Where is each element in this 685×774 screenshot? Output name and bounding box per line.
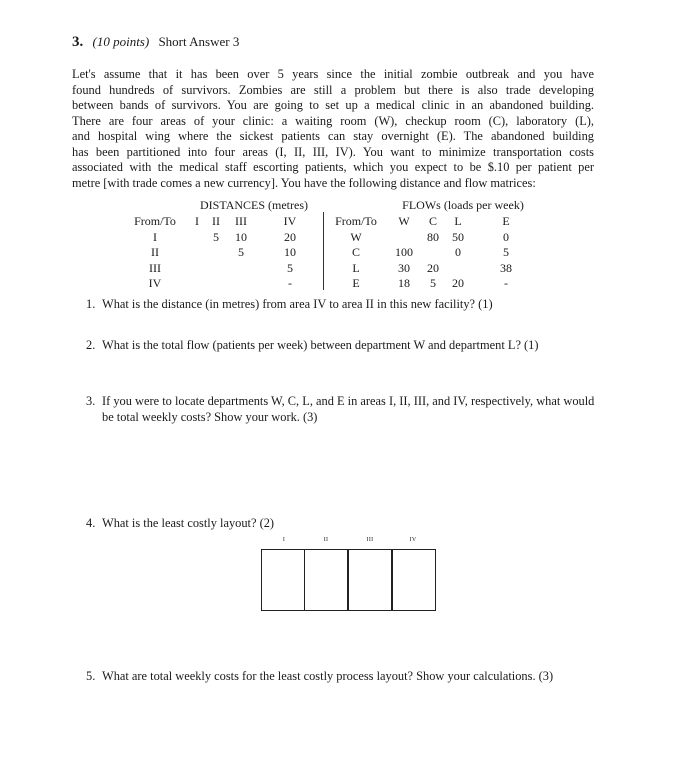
distance-corner-header: From/To [134,214,176,228]
distance-cell: 5 [287,261,293,275]
flow-row-label: L [352,261,360,275]
distance-row-label: III [149,261,161,275]
sub-question-text: What is the distance (in metres) from area IV to area II in this new facility? (1) [102,297,493,311]
sub-question-2 [86,338,596,370]
sub-question-text: If you were to locate departments W, C, L, and E in areas I, II, III, and IV, respectively, what would be total weekly costs? Show your work. (3) [102,394,595,424]
distance-matrix [0,0,685,300]
area-label: III [366,537,374,543]
distance-cell: 10 [284,245,296,259]
area-box-i [261,549,305,611]
flow-corner-header: From/To [335,214,377,228]
flow-cell: 30 [398,261,410,275]
sub-question-4 [86,516,596,532]
intro-line: found hundreds of survivors. Zombies are still a problem but there is also trade developing [72,82,594,97]
intro-line: metre [with trade comes a new currency]. You have the following distance and flow matrices: [72,175,536,190]
flow-cell: 5 [430,276,436,290]
area-label: IV [409,537,417,543]
question-title: Short Answer 3 [158,34,240,49]
flow-cell: 0 [503,230,509,244]
flow-cell: 18 [398,276,410,290]
sub-question-number: 1. [86,297,96,311]
area-box-iii [348,549,392,611]
distance-row-label: IV [148,276,162,290]
flow-col-header: E [502,214,510,228]
sub-question-number: 5. [86,669,96,683]
flow-cell: 38 [500,261,512,275]
sub-question-text: What is the total flow (patients per week) between department W and department L? (1) [102,338,539,352]
intro-line: between bands of survivors. You are going to set up a medical clinic in an abandoned building. [72,98,594,112]
area-box-ii [304,549,348,611]
question-number: 3. [72,34,84,50]
intro-line: and hospital wing where the sickest patients can stay overnight (E). The abandoned building [72,129,594,143]
distance-col-header: I [195,214,199,228]
intro-line: associated with the medical staff escorting patients, which you expect to be $.10 per patient per [72,160,594,174]
flow-cell: 100 [395,245,413,259]
sub-question-text: What is the least costly layout? (2) [102,516,275,530]
distance-cell: 5 [238,245,244,259]
question-points: (10 points) [92,34,150,49]
distance-cell: 20 [284,230,296,244]
distance-col-header: IV [283,214,297,228]
flow-matrix-title: FLOWs (loads per week) [402,198,524,212]
sub-question-number: 4. [86,516,96,530]
intro-line: There are four areas of your clinic: a waiting room (W), checkup room (C), laboratory (L), [72,113,594,128]
flow-cell: 50 [452,230,464,244]
flow-cell: 20 [452,276,464,290]
sub-question-5 [86,669,596,701]
flow-cell: 20 [427,261,439,275]
sub-question-number: 3. [86,394,96,408]
distance-cell: - [288,276,292,290]
flow-row-label: W [350,230,362,244]
distance-row-label: I [153,230,157,244]
sub-question-number: 2. [86,338,96,352]
flow-row-label: E [352,276,360,290]
distance-cell: 5 [213,230,219,244]
sub-question-text: What are total weekly costs for the least costly process layout? Show your calculations. (3) [102,669,554,683]
flow-cell: 0 [455,245,461,259]
flow-col-header: L [454,214,462,228]
distance-matrix-title: DISTANCES (metres) [199,198,309,212]
distance-row-label: II [151,245,159,259]
flow-cell: 80 [427,230,439,244]
flow-col-header: C [428,214,438,228]
intro-line: has been partitioned into four areas (I, II, III, IV). You want to minimize transportation costs [72,144,594,159]
distance-col-header: III [235,214,247,228]
table-divider [323,212,324,290]
intro-line: Let's assume that it has been over 5 years since the initial zombie outbreak and you have [72,67,594,81]
sub-question-3 [86,394,596,426]
area-box-iv [392,549,436,611]
flow-row-label: C [351,245,361,259]
distance-cell: 10 [235,230,247,244]
sub-question-1 [86,297,596,313]
area-label: I [282,537,286,543]
flow-cell: 5 [503,245,509,259]
flow-cell: - [504,276,508,290]
layout-diagram [261,549,437,611]
area-label: II [323,537,329,543]
flow-col-header: W [398,214,410,228]
distance-col-header: II [212,214,220,228]
